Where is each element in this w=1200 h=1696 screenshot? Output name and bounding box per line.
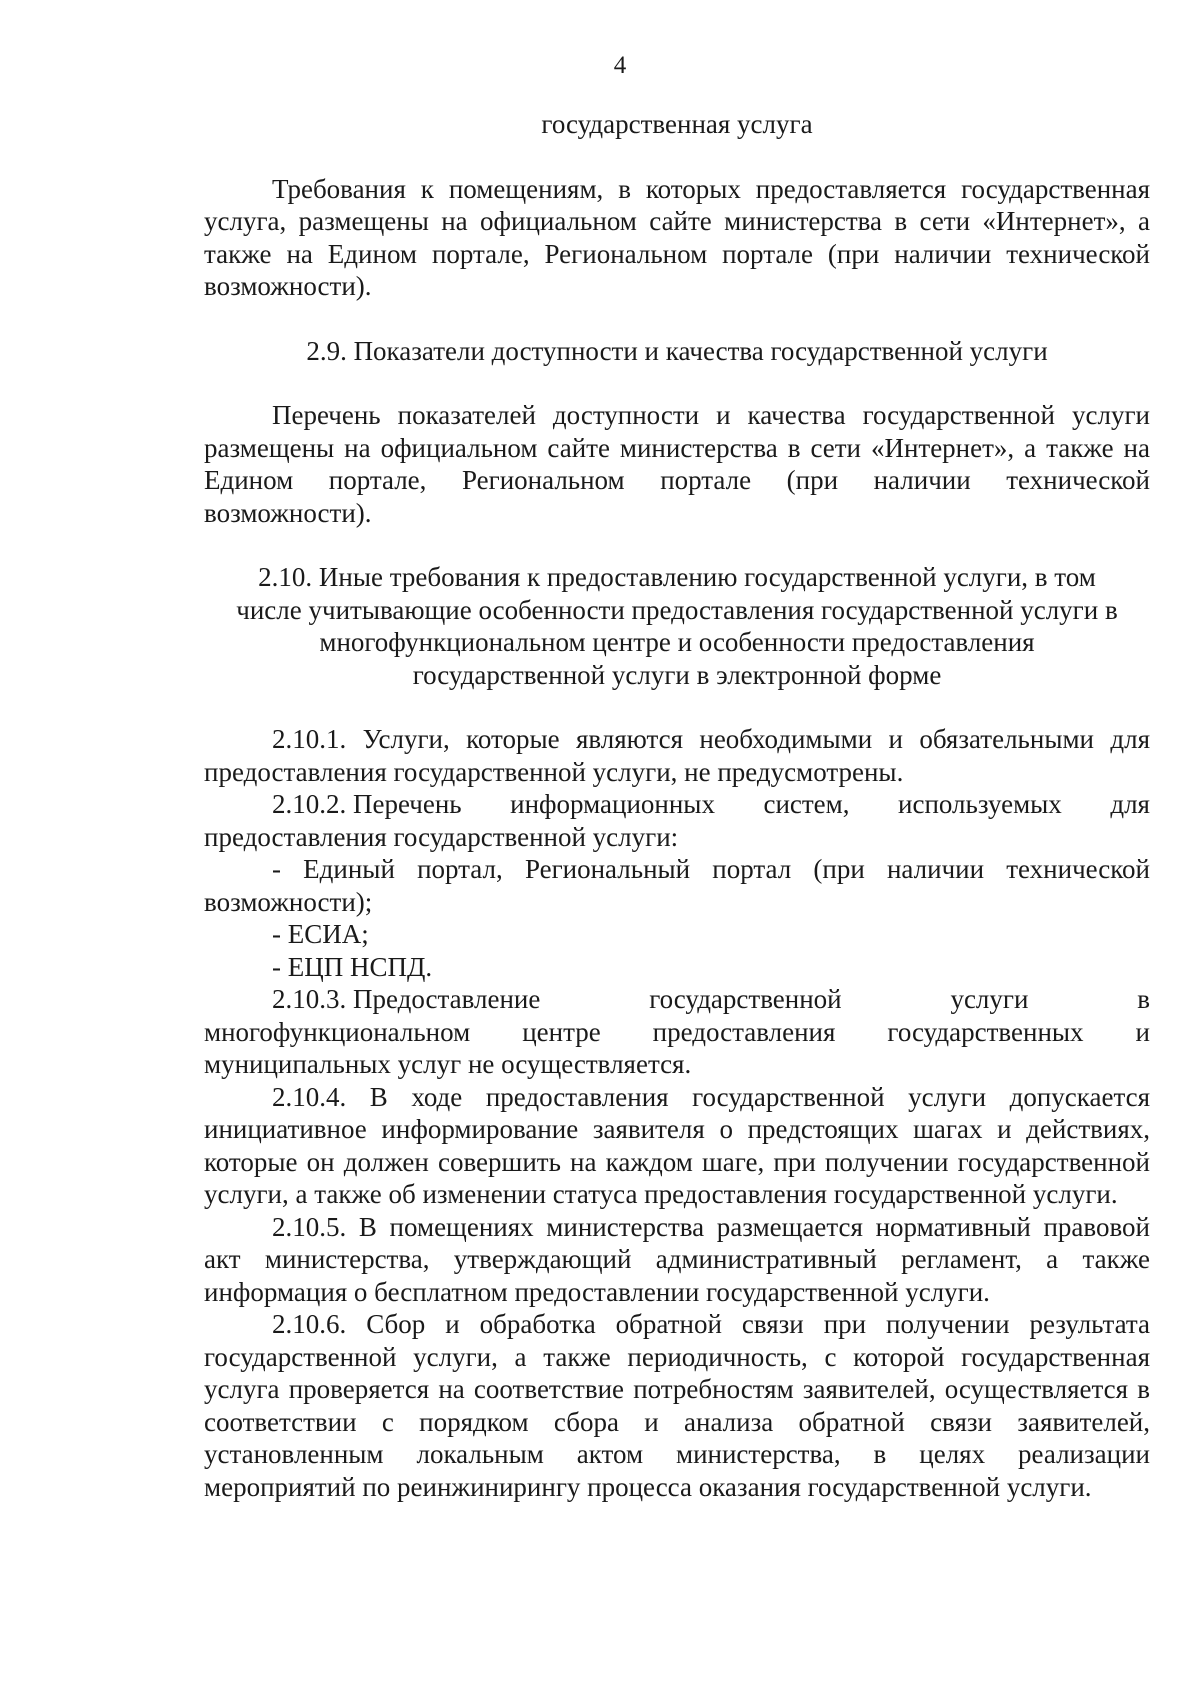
section-heading-2-9: 2.9. Показатели доступности и качества государственной услуги bbox=[306, 335, 1048, 366]
paragraph-2-10-3 bbox=[204, 983, 1150, 1081]
heading-line: государственной услуги в электронной форме bbox=[412, 659, 942, 690]
word: и bbox=[1135, 1016, 1150, 1047]
paragraph-2-10-1: 2.10.1. Услуги, которые являются необходимыми и обязательными для предоставления государственной услуги, не предусмотрены. bbox=[204, 724, 1150, 787]
word: для bbox=[1110, 789, 1150, 819]
paragraph-2-10-2 bbox=[204, 788, 1150, 853]
word: услуги bbox=[950, 984, 1029, 1014]
word: используемых bbox=[898, 789, 1062, 819]
paragraph-premises: Требования к помещениям, в которых предоставляется государственная услуга, размещены на официальном сайте министерства в сети «Интернет», а также на Едином портале, Региональном портале (при наличии технической возможности). bbox=[204, 173, 1150, 301]
paragraph-2-10-5: 2.10.5. В помещениях министерства размещается нормативный правовой акт министерства, утверждающий административный регламент, а также информация о бесплатном предоставлении государственной услуги. bbox=[204, 1211, 1150, 1307]
word: многофункциональном bbox=[204, 1016, 471, 1047]
paragraph-2-9: Перечень показателей доступности и качества государственной услуги размещены на официальном сайте министерства в сети «Интернет», а также на Едином портале, Региональном портале (при наличии технической возможности). bbox=[204, 400, 1150, 528]
heading-line: многофункциональном центре и особенности предоставления bbox=[319, 627, 1035, 657]
word: государственной bbox=[649, 984, 842, 1014]
word: систем, bbox=[763, 789, 850, 819]
paragraph-2-10-4: 2.10.4. В ходе предоставления государственной услуги допускается инициативное информирование заявителя о предстоящих шагах и действиях, которые он должен совершить на каждом шаге, при получении государственной услуги, а также об изменении статуса предоставления государственной услуги. bbox=[204, 1081, 1150, 1209]
list-item: - Единый портал, Региональный портал (при наличии технической возможности); bbox=[204, 854, 1150, 917]
word: 2.10.3. Предоставление bbox=[272, 984, 541, 1014]
word: центре bbox=[522, 1016, 601, 1047]
list-item: - ЕСИА; bbox=[272, 919, 369, 949]
word: предоставления bbox=[652, 1016, 836, 1047]
word: государственных bbox=[887, 1016, 1084, 1047]
paragraph-line: предоставления государственной услуги: bbox=[204, 821, 679, 852]
heading-line: числе учитывающие особенности предоставления государственной услуги в bbox=[236, 594, 1118, 625]
continuation-line: государственная услуга bbox=[541, 109, 813, 139]
paragraph-line: муниципальных услуг не осуществляется. bbox=[204, 1049, 692, 1079]
heading-line: 2.10. Иные требования к предоставлению государственной услуги, в том bbox=[258, 562, 1096, 592]
word: в bbox=[1137, 984, 1150, 1014]
paragraph-2-10-6: 2.10.6. Сбор и обработка обратной связи при получении результата государственной услуги, а также периодичность, с которой государственная услуга проверяется на соответствие потребностям заявителей, осуществляется в соответствии с порядком сбора и анализа обратной связи заявителей, установленным локальным актом министерства, в целях реализации мероприятий по реинжинирингу процесса оказания государственной услуги. bbox=[204, 1309, 1150, 1502]
page-number: 4 bbox=[613, 52, 627, 79]
document-body bbox=[204, 96, 1150, 1503]
section-heading-2-10 bbox=[204, 561, 1150, 691]
word: 2.10.2. Перечень bbox=[272, 789, 462, 819]
list-item: - ЕЦП НСПД. bbox=[272, 951, 433, 982]
word: информационных bbox=[510, 789, 715, 819]
